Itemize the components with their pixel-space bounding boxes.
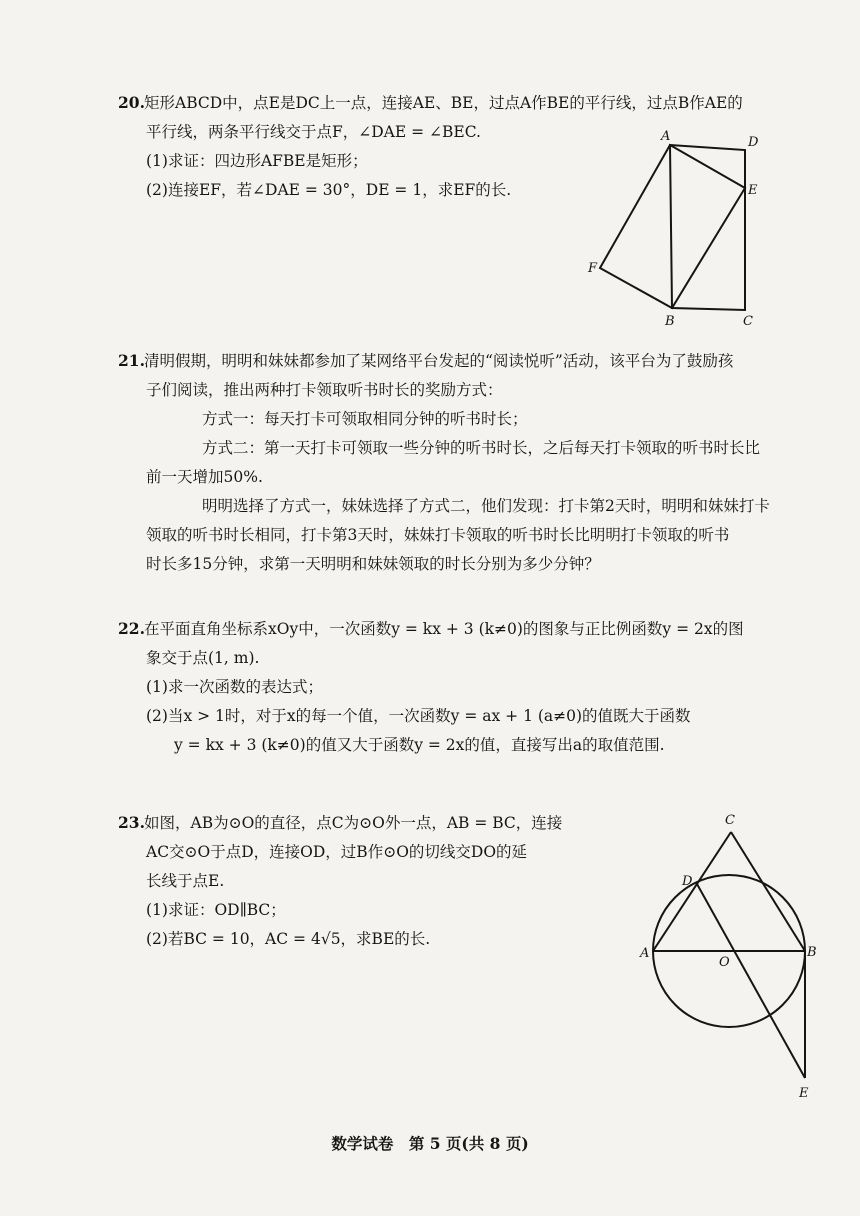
- label-D: D: [682, 874, 693, 889]
- problem-21: [118, 346, 808, 579]
- problem-line: 22.在平面直角坐标系xOy中，一次函数y = kx + 3 (k≠0)的图象与正比例函数y = 2x的图: [118, 614, 808, 644]
- segment-de: [697, 884, 805, 1078]
- problem-line: (1)求证：四边形AFBE是矩形；: [146, 152, 368, 170]
- problem-line: 方式一：每天打卡可领取相同分钟的听书时长；: [202, 410, 528, 428]
- problem-line: 子们阅读，推出两种打卡领取听书时长的奖励方式：: [146, 381, 503, 399]
- label-O: O: [719, 955, 730, 970]
- label-A: A: [661, 129, 671, 144]
- segment-ac: [653, 832, 731, 951]
- problem-number: 23.: [118, 813, 145, 832]
- problem-line: 21.清明假期，明明和妹妹都参加了某网络平台发起的“阅读悦听”活动，该平台为了鼓励孩: [118, 346, 808, 376]
- problem-line: y = kx + 3 (k≠0)的值又大于函数y = 2x的值，直接写出a的取值范围.: [174, 736, 665, 754]
- problem-line: (1)求一次函数的表达式；: [146, 678, 323, 696]
- label-F: F: [588, 261, 598, 276]
- problem-number: 21.: [118, 351, 145, 370]
- problem-22: [118, 614, 808, 760]
- problem-line: (2)若BC = 10，AC = 4√5，求BE的长.: [146, 930, 431, 948]
- problem-line: (2)当x > 1时，对于x的每一个值，一次函数y = ax + 1 (a≠0)的值既大于函数: [146, 707, 691, 725]
- problem-23: [118, 808, 588, 954]
- problem-line: 时长多15分钟，求第一天明明和妹妹领取的时长分别为多少分钟？: [146, 555, 600, 573]
- label-A: A: [640, 946, 650, 961]
- problem-line: AC交⊙O于点D，连接OD，过B作⊙O的切线交DO的延: [146, 843, 528, 861]
- label-B: B: [807, 945, 817, 960]
- label-D: D: [748, 135, 759, 150]
- problem-line: 明明选择了方式一，妹妹选择了方式二，他们发现：打卡第2天时，明明和妹妹打卡: [202, 497, 770, 515]
- label-C: C: [743, 314, 753, 329]
- label-E: E: [799, 1086, 809, 1101]
- page-footer: 数学试卷 第 5 页(共 8 页): [331, 1134, 529, 1153]
- label-B: B: [665, 314, 675, 329]
- problem-line: (1)求证：OD∥BC；: [146, 901, 286, 919]
- segment-bc: [731, 832, 805, 951]
- problem-number: 20.: [118, 93, 145, 112]
- problem-line: 平行线，两条平行线交于点F，∠DAE = ∠BEC.: [146, 123, 481, 141]
- circle-o: [653, 875, 805, 1027]
- problem-line: 20.矩形ABCD中，点E是DC上一点，连接AE、BE，过点A作BE的平行线，过点B作AE的: [118, 88, 808, 118]
- problem-number: 22.: [118, 619, 145, 638]
- problem-line: (2)连接EF，若∠DAE = 30°，DE = 1，求EF的长.: [146, 181, 512, 199]
- problem-20: [118, 88, 808, 205]
- label-E: E: [748, 183, 758, 198]
- problem-line: 象交于点(1, m).: [146, 649, 260, 667]
- problem-line: 23.如图，AB为⊙O的直径，点C为⊙O外一点，AB = BC，连接: [118, 808, 588, 838]
- problem-line: 长线于点E.: [146, 872, 225, 890]
- problem-line: 前一天增加50%.: [146, 468, 263, 486]
- label-C: C: [725, 813, 735, 828]
- problem-line: 领取的听书时长相同，打卡第3天时，妹妹打卡领取的听书时长比明明打卡领取的听书: [146, 526, 730, 544]
- problem-line: 方式二：第一天打卡可领取一些分钟的听书时长，之后每天打卡领取的听书时长比: [202, 439, 761, 457]
